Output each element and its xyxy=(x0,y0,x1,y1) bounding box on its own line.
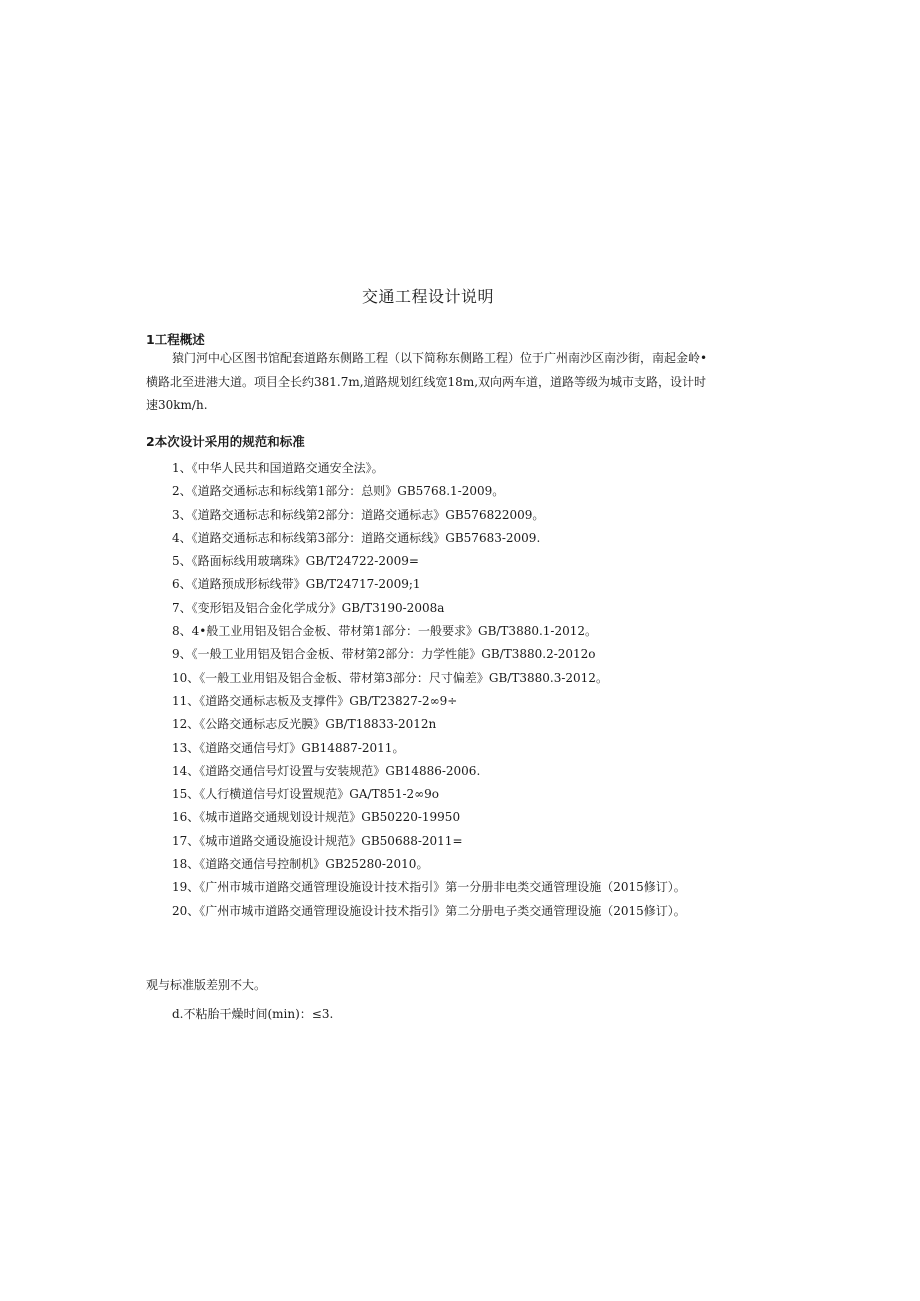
section-2-heading: 2本次设计采用的规范和标准 xyxy=(146,434,305,449)
list-item: 9、《一般工业用铝及铝合金板、带材第2部分：力学性能》GB/T3880.2-2012o xyxy=(172,647,596,662)
list-item: 14、《道路交通信号灯设置与安装规范》GB14886-2006. xyxy=(172,763,481,778)
trailing-text-line: 观与标准版差别不大。 xyxy=(146,978,267,992)
note-line: d.不粘胎干燥时间(min)：≤3. xyxy=(172,1007,334,1021)
document-title: 交通工程设计说明 xyxy=(361,287,494,306)
list-item: 16、《城市道路交通规划设计规范》GB50220-19950 xyxy=(172,810,461,825)
list-item: 19、《广州市城市道路交通管理设施设计技术指引》第一分册非电类交通管理设施（2015修订）。 xyxy=(172,880,686,895)
list-item: 17、《城市道路交通设施设计规范》GB50688-2011= xyxy=(172,833,463,848)
list-item: 15、《人行横道信号灯设置规范》GA∕T851-2∞9o xyxy=(172,787,440,802)
list-item: 3、《道路交通标志和标线第2部分：道路交通标志》GB576822009。 xyxy=(172,507,545,522)
list-item: 2、《道路交通标志和标线第1部分：总则》GB5768.1-2009。 xyxy=(172,484,505,499)
list-item: 18、《道路交通信号控制机》GB25280-2010。 xyxy=(172,857,429,872)
list-item: 11、《道路交通标志板及支撑件》GB/T23827-2∞9÷ xyxy=(172,693,458,708)
list-item: 5、《路面标线用玻璃珠》GB/T24722-2009= xyxy=(172,554,419,569)
list-item: 12、《公路交通标志反光膜》GB∕T18833-2012n xyxy=(172,717,437,732)
section-1-paragraph xyxy=(146,347,714,418)
list-item: 7、《变形铝及铝合金化学成分》GB/T3190-2008a xyxy=(172,600,445,615)
standards-list xyxy=(146,457,716,923)
list-item: 4、《道路交通标志和标线第3部分：道路交通标线》GB57683-2009. xyxy=(172,530,541,545)
list-item: 8、4•般工业用铝及铝合金板、带材第1部分：一般要求》GB/T3880.1-2012。 xyxy=(172,624,598,639)
list-item: 6、《道路预成形标线带》GB/T24717-2009;1 xyxy=(172,577,421,592)
list-item: 10、《一般工业用铝及铝合金板、带材第3部分：尺寸偏差》GB/T3880.3-2012。 xyxy=(172,670,608,685)
section-1-paragraph-text: 猿门河中心区图书馆配套道路东侧路工程（以下简称东侧路工程）位于广州南沙区南沙街，南起金岭•横路北至进港大道。项目全长约381.7m,道路规划红线宽18m,双向两车道，道路等级为城市支路，设计时速30km∕h. xyxy=(146,351,708,412)
section-1-heading: 1工程概述 xyxy=(146,332,205,347)
list-item: 13、《道路交通信号灯》GB14887-2011。 xyxy=(172,740,405,755)
list-item: 1、《中华人民共和国道路交通安全法》。 xyxy=(172,461,384,475)
list-item: 20、《广州市城市道路交通管理设施设计技术指引》第二分册电子类交通管理设施（2015修订）。 xyxy=(172,903,686,918)
